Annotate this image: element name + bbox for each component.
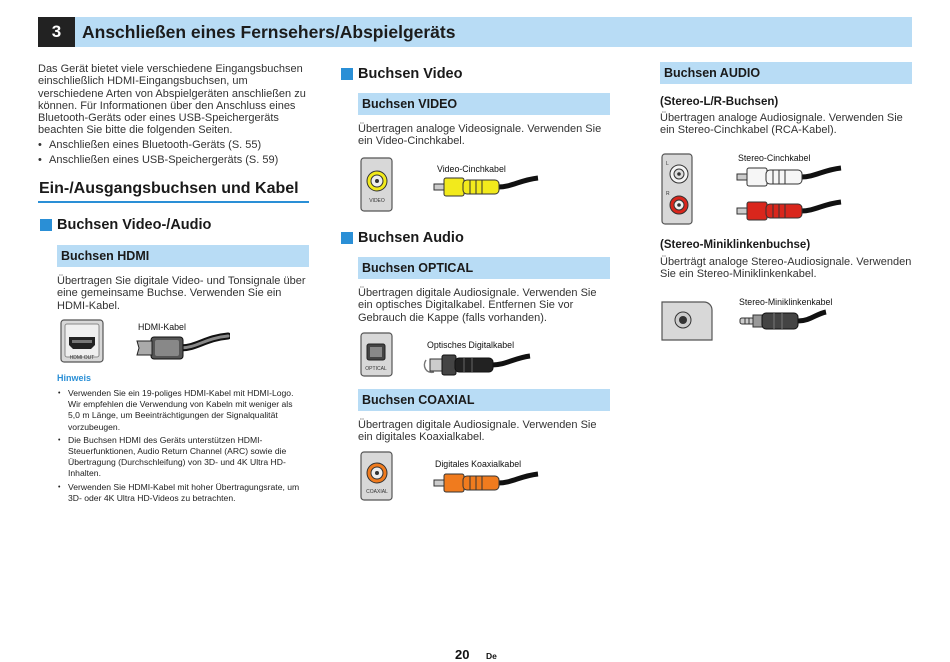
coaxial-cable-icon <box>430 468 540 498</box>
page-number: 20 <box>455 647 470 662</box>
intro-bullet-list <box>38 138 313 168</box>
band-video: Buchsen VIDEO <box>358 93 610 115</box>
heading-square-icon <box>40 219 52 231</box>
stereo-mini-description: Überträgt analoge Stereo-Audiosignale. Verwenden Sie ein Stereo-Miniklinkenkabel. <box>660 256 912 281</box>
video-jack-icon <box>360 157 393 212</box>
video-description: Übertragen analoge Videosignale. Verwenden Sie ein Video-Cinchkabel. <box>358 123 602 148</box>
band-coaxial: Buchsen COAXIAL <box>358 389 610 411</box>
stereo-mini-title: (Stereo-Miniklinkenbuchse) <box>660 239 811 251</box>
section-io-title: Ein-/Ausgangsbuchsen und Kabel <box>39 180 299 197</box>
chapter-number: 3 <box>38 17 75 47</box>
stereo-mini-cable-label: Stereo-Miniklinkenkabel <box>739 297 833 307</box>
heading-video: Buchsen Video <box>358 66 463 82</box>
optical-description: Übertragen digitale Audiosignale. Verwenden Sie ein optisches Digitalkabel. Entfernen Sie vor Gebrauch die Kappe (falls vorhanden). <box>358 287 597 324</box>
link-bluetooth[interactable]: • Anschließen eines Bluetooth-Geräts (S. 55) <box>38 138 313 153</box>
band-audio: Buchsen AUDIO <box>660 62 912 84</box>
hdmi-cable-label: HDMI-Kabel <box>138 322 186 332</box>
hdmi-description: Übertragen Sie digitale Video- und Tonsignale über eine gemeinsame Buchse. Verwenden Sie ein HDMI-Kabel. <box>57 275 306 312</box>
jack-r-label: R <box>666 191 670 197</box>
mini-cable-icon <box>738 306 828 336</box>
video-jack-label: VIDEO <box>369 198 385 204</box>
hdmi-jack-label: HDMI OUT <box>69 355 95 361</box>
coaxial-jack-label: COAXIAL <box>366 489 388 495</box>
video-cable-label: Video-Cinchkabel <box>437 164 506 174</box>
stereo-rca-cable-label: Stereo-Cinchkabel <box>738 153 811 163</box>
rca-cable-red-icon <box>733 196 843 226</box>
note-item: • Verwenden Sie HDMI-Kabel mit hoher Übertragungsrate, um 3D- oder 4K Ultra HD-Videos zu betrachten. <box>57 482 317 504</box>
optical-jack-label: OPTICAL <box>365 366 387 372</box>
optical-cable-icon <box>422 350 532 380</box>
section-rule <box>38 201 309 203</box>
note-list <box>57 388 317 506</box>
page-language: De <box>486 651 497 661</box>
heading-square-icon <box>341 68 353 80</box>
link-usb[interactable]: • Anschließen eines USB-Speichergeräts (S. 59) <box>38 153 313 168</box>
video-cable-icon <box>430 172 540 202</box>
heading-video-audio: Buchsen Video-/Audio <box>57 217 212 233</box>
optical-cable-label: Optisches Digitalkabel <box>427 340 515 350</box>
rca-cable-white-icon <box>733 162 843 192</box>
heading-audio: Buchsen Audio <box>358 230 464 246</box>
mini-jack-icon <box>661 298 713 343</box>
heading-square-icon <box>341 232 353 244</box>
hdmi-cable-icon <box>135 332 230 364</box>
optical-jack-icon <box>360 332 393 377</box>
chapter-title: Anschließen eines Fernsehers/Abspielgeräts <box>82 22 456 42</box>
band-optical: Buchsen OPTICAL <box>358 257 610 279</box>
stereo-rca-jack-icon <box>661 153 693 225</box>
coaxial-cable-label: Digitales Koaxialkabel <box>435 459 522 469</box>
note-title: Hinweis <box>57 373 92 383</box>
stereo-lr-description: Übertragen analoge Audiosignale. Verwenden Sie ein Stereo-Cinchkabel (RCA-Kabel). <box>660 112 903 137</box>
band-hdmi: Buchsen HDMI <box>57 245 309 267</box>
coaxial-jack-icon <box>360 451 393 501</box>
coaxial-description: Übertragen digitale Audiosignale. Verwenden Sie ein digitales Koaxialkabel. <box>358 419 597 444</box>
hdmi-jack-icon <box>60 319 105 364</box>
stereo-lr-title: (Stereo-L/R-Buchsen) <box>660 96 779 108</box>
note-item: • Die Buchsen HDMI des Geräts unterstützen HDMI- Steuerfunktionen, Audio Return Channel (ARC) sowie die Übertragung (Durchschleifung) von 3D- und 4K Ultra HD- Inhalten. <box>57 435 317 480</box>
intro-paragraph: Das Gerät bietet viele verschiedene Eingangsbuchsen einschließlich HDMI-Eingangsbuchsen, um verschiedene Arten von Abspielgeräten anschließen zu können. Für Informationen über den Anschluss eines Bluetooth-Geräts oder eines USB-Speichergeräts beachten Sie bitte die folgenden Seiten. <box>38 63 306 137</box>
note-item: • Verwenden Sie ein 19-poliges HDMI-Kabel mit HDMI-Logo. Wir empfehlen die Verwendung von Kabeln mit weniger als 5,0 m Länge, um Beeinträchtigungen der Signalqualität vorzubeugen. <box>57 388 317 433</box>
jack-l-label: L <box>666 161 669 167</box>
